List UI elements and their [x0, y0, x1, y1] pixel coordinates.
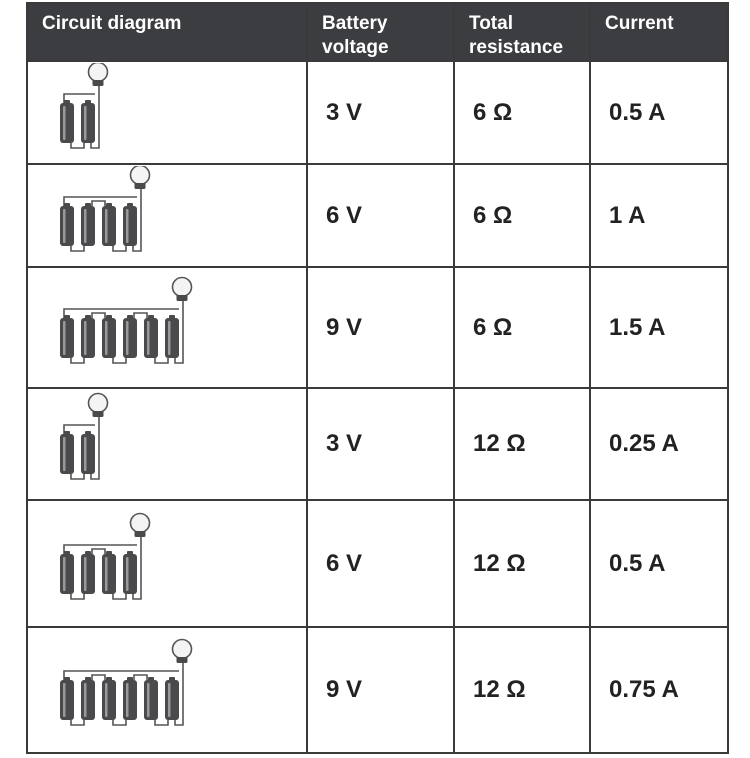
battery-body	[102, 318, 116, 358]
battery-cell	[102, 551, 116, 594]
circuit-diagram-cell	[27, 388, 307, 500]
resistance-cell: 12 Ω	[454, 627, 590, 753]
battery-cell	[81, 677, 95, 720]
table-row	[27, 500, 728, 627]
current-cell: 0.5 A	[590, 61, 728, 164]
battery-body	[60, 680, 74, 720]
bulb-base	[135, 183, 146, 189]
light-bulb-icon	[131, 514, 150, 538]
battery-cell	[123, 551, 137, 594]
battery-highlight	[63, 437, 66, 471]
wire	[92, 549, 105, 554]
voltage-cell: 9 V	[307, 267, 454, 388]
battery-cell	[102, 677, 116, 720]
battery-highlight	[84, 321, 87, 355]
battery-cell	[81, 203, 95, 246]
wire	[71, 594, 84, 599]
battery-cell	[81, 315, 95, 358]
voltage-cell: 6 V	[307, 164, 454, 267]
table-row	[27, 267, 728, 388]
circuit-diagram-4-cells	[28, 166, 304, 265]
battery-cell	[81, 551, 95, 594]
battery-cell	[81, 431, 95, 474]
battery-highlight	[63, 106, 66, 140]
resistance-cell: 6 Ω	[454, 164, 590, 267]
resistance-cell: 6 Ω	[454, 61, 590, 164]
battery-highlight	[105, 683, 108, 717]
battery-highlight	[126, 321, 129, 355]
wire	[71, 474, 84, 479]
current-cell: 1 A	[590, 164, 728, 267]
battery-highlight	[147, 683, 150, 717]
battery-body	[123, 318, 137, 358]
current-cell: 0.5 A	[590, 500, 728, 627]
bulb-glass	[131, 166, 150, 185]
wire	[64, 309, 179, 318]
battery-highlight	[105, 557, 108, 591]
voltage-cell: 3 V	[307, 61, 454, 164]
voltage-cell: 9 V	[307, 627, 454, 753]
voltage-cell: 3 V	[307, 388, 454, 500]
wire	[113, 358, 126, 363]
wire	[134, 675, 147, 680]
bulb-glass	[89, 63, 108, 82]
circuit-diagram-cell	[27, 627, 307, 753]
wire	[92, 201, 105, 206]
battery-highlight	[105, 209, 108, 243]
battery-highlight	[84, 209, 87, 243]
bulb-glass	[173, 640, 192, 659]
light-bulb-icon	[173, 278, 192, 302]
battery-cell	[144, 315, 158, 358]
wire	[113, 594, 126, 599]
bulb-base	[93, 411, 104, 417]
battery-highlight	[63, 557, 66, 591]
battery-highlight	[126, 557, 129, 591]
battery-highlight	[84, 437, 87, 471]
circuit-diagram-6-cells	[28, 269, 304, 386]
circuit-diagram-6-cells	[28, 629, 304, 751]
bulb-base	[93, 80, 104, 86]
circuit-diagram-4-cells	[28, 502, 304, 625]
wire	[113, 246, 126, 251]
battery-body	[123, 680, 137, 720]
header-voltage-line2: voltage	[322, 37, 389, 58]
battery-body	[81, 103, 95, 143]
wire	[71, 720, 84, 725]
battery-cell	[144, 677, 158, 720]
wire	[113, 720, 126, 725]
header-circuit-diagram: Circuit diagram	[27, 3, 307, 61]
battery-body	[81, 318, 95, 358]
circuit-diagram-cell	[27, 267, 307, 388]
battery-cell	[123, 203, 137, 246]
battery-cell	[60, 431, 74, 474]
battery-body	[81, 206, 95, 246]
battery-cell	[60, 677, 74, 720]
battery-body	[60, 554, 74, 594]
battery-highlight	[105, 321, 108, 355]
header-battery-voltage	[307, 3, 454, 61]
battery-highlight	[126, 683, 129, 717]
wire	[134, 313, 147, 318]
battery-body	[102, 554, 116, 594]
table-row	[27, 388, 728, 500]
battery-highlight	[63, 321, 66, 355]
wire	[92, 313, 105, 318]
battery-highlight	[84, 557, 87, 591]
table-row	[27, 61, 728, 164]
battery-cell	[102, 203, 116, 246]
battery-body	[144, 680, 158, 720]
circuit-diagram-cell	[27, 500, 307, 627]
battery-highlight	[126, 209, 129, 243]
battery-cell	[123, 677, 137, 720]
wire	[71, 358, 84, 363]
battery-cell	[60, 203, 74, 246]
battery-cell	[60, 315, 74, 358]
light-bulb-icon	[89, 63, 108, 86]
light-bulb-icon	[89, 394, 108, 418]
resistance-cell: 6 Ω	[454, 267, 590, 388]
circuit-table	[26, 2, 729, 754]
bulb-base	[135, 531, 146, 537]
light-bulb-icon	[173, 640, 192, 664]
battery-highlight	[84, 106, 87, 140]
circuit-diagram-cell	[27, 164, 307, 267]
header-row	[27, 3, 728, 61]
battery-body	[81, 554, 95, 594]
wire	[155, 358, 168, 363]
battery-highlight	[168, 683, 171, 717]
header-current: Current	[590, 3, 728, 61]
battery-body	[144, 318, 158, 358]
wire	[64, 671, 179, 680]
wire	[155, 720, 168, 725]
battery-body	[60, 206, 74, 246]
battery-highlight	[63, 209, 66, 243]
light-bulb-icon	[131, 166, 150, 189]
bulb-glass	[173, 278, 192, 297]
header-total-resistance	[454, 3, 590, 61]
wire	[71, 246, 84, 251]
battery-highlight	[84, 683, 87, 717]
battery-body	[60, 434, 74, 474]
current-cell: 0.25 A	[590, 388, 728, 500]
header-resistance-line2: resistance	[469, 37, 564, 58]
table-row	[27, 164, 728, 267]
header-resistance-line1: Total	[469, 13, 513, 34]
battery-body	[123, 554, 137, 594]
battery-body	[165, 318, 179, 358]
battery-highlight	[147, 321, 150, 355]
battery-body	[81, 434, 95, 474]
battery-body	[60, 318, 74, 358]
table-row	[27, 627, 728, 753]
circuit-diagram-2-cells	[28, 390, 304, 498]
bulb-glass	[131, 514, 150, 533]
battery-cell	[60, 551, 74, 594]
battery-cell	[165, 677, 179, 720]
battery-body	[123, 206, 137, 246]
battery-body	[102, 206, 116, 246]
bulb-glass	[89, 394, 108, 413]
wire	[71, 143, 84, 148]
current-cell: 1.5 A	[590, 267, 728, 388]
circuit-diagram-2-cells	[28, 63, 304, 162]
battery-body	[165, 680, 179, 720]
wire	[92, 675, 105, 680]
battery-highlight	[63, 683, 66, 717]
resistance-cell: 12 Ω	[454, 388, 590, 500]
battery-body	[102, 680, 116, 720]
bulb-base	[177, 295, 188, 301]
current-cell: 0.75 A	[590, 627, 728, 753]
battery-cell	[123, 315, 137, 358]
battery-body	[60, 103, 74, 143]
bulb-base	[177, 657, 188, 663]
circuit-diagram-cell	[27, 61, 307, 164]
battery-body	[81, 680, 95, 720]
battery-cell	[60, 100, 74, 143]
battery-cell	[81, 100, 95, 143]
battery-cell	[165, 315, 179, 358]
voltage-cell: 6 V	[307, 500, 454, 627]
battery-cell	[102, 315, 116, 358]
battery-highlight	[168, 321, 171, 355]
header-voltage-line1: Battery	[322, 13, 388, 34]
resistance-cell: 12 Ω	[454, 500, 590, 627]
